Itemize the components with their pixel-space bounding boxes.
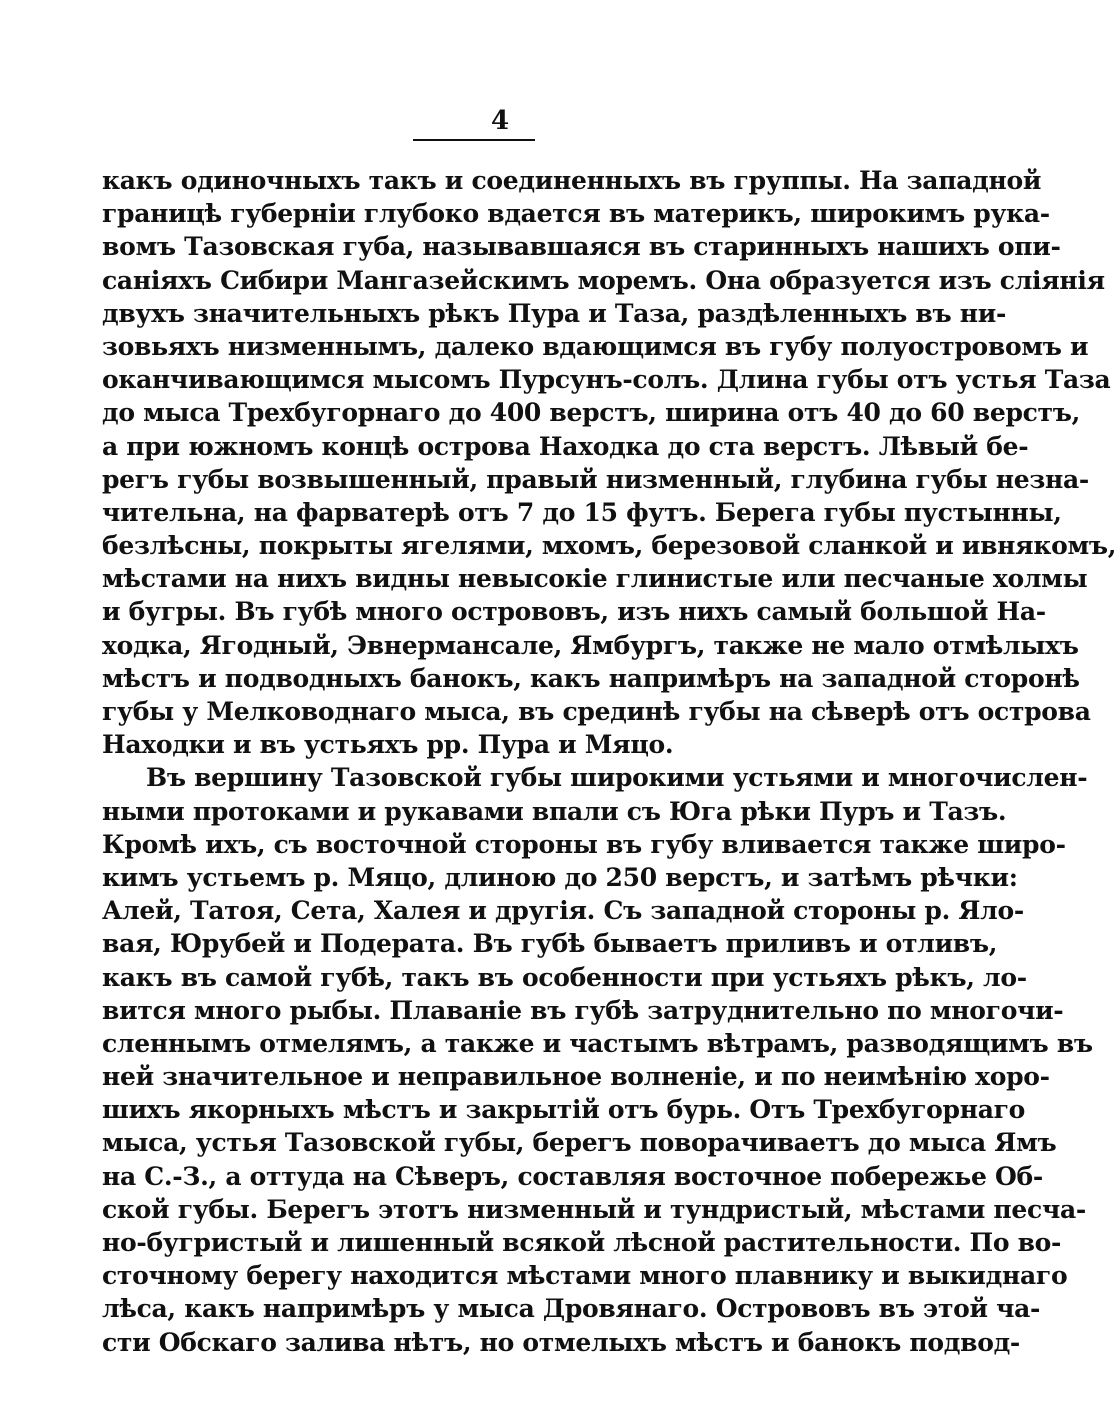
text-line: и бугры. Въ губѣ много острововъ, изъ нихъ самый большой На- <box>102 597 1046 627</box>
text-line: кимъ устьемъ р. Мяцо, длиною до 250 верстъ, и затѣмъ рѣчки: <box>102 862 1018 892</box>
text-line: вомъ Тазовская губа, называвшаяся въ старинныхъ нашихъ опи- <box>102 232 1061 262</box>
text-line: но-бугристый и лишенный всякой лѣсной растительности. По во- <box>102 1228 1062 1257</box>
text-line: ходка, Ягодный, Эвнермансале, Ямбургъ, также не мало отмѣлыхъ <box>102 630 1079 660</box>
text-line: лѣса, какъ напримѣръ у мыса Дровянаго. Острововъ въ этой ча- <box>102 1294 1041 1324</box>
text-line: Алей, Татоя, Сета, Халея и другiя. Съ западной стороны р. Яло- <box>102 896 1024 926</box>
text-line: безлѣсны, покрыты ягелями, мхомъ, березовой сланкой и ивнякомъ, <box>102 531 1116 561</box>
text-line: какъ въ самой губѣ, такъ въ особенности при устьяхъ рѣкъ, ло- <box>102 962 1027 992</box>
text-line: сленнымъ отмелямъ, а также и частымъ вѣтрамъ, разводящимъ въ <box>102 1028 1093 1058</box>
text-line: мѣстами на нихъ видны невысокiе глинистые или песчаные холмы <box>102 564 1088 594</box>
text-line: зовьяхъ низменнымъ, далеко вдающимся въ губу полуостровомъ и <box>102 331 1089 361</box>
text-line: мѣстъ и подводныхъ банокъ, какъ напримѣръ на западной сторонѣ <box>102 663 1080 693</box>
text-line: шихъ якорныхъ мѣстъ и закрытiй отъ бурь. Отъ Трехбугорнаго <box>102 1095 1026 1125</box>
text-line: двухъ значительныхъ рѣкъ Пура и Таза, раздѣленныхъ въ ни- <box>102 298 1007 328</box>
text-line: сти Обскаго залива нѣтъ, но отмелыхъ мѣстъ и банокъ подвод- <box>102 1327 1021 1357</box>
text-line: губы у Мелководнаго мыса, въ срединѣ губы на сѣверѣ отъ острова <box>102 697 1091 726</box>
text-line: до мыса Трехбугорнаго до 400 верстъ, ширина отъ 40 до 60 верстъ, <box>102 398 1081 428</box>
text-line: а при южномъ концѣ острова Находка до ста верстъ. Лѣвый бе- <box>102 431 1029 461</box>
text-line: границѣ губерніи глубоко вдается въ материкъ, широкимъ рука- <box>102 199 1050 229</box>
text-line: какъ одиночныхъ такъ и соединенныхъ въ группы. На западной <box>102 166 1042 195</box>
text-line: сточному берегу находится мѣстами много плавнику и выкиднаго <box>102 1261 1068 1291</box>
text-line: ней значительное и неправильное волненiе, и по неимѣнiю хоро- <box>102 1062 1050 1092</box>
paragraph-end-line: Находки и въ устьяхъ рр. Пура и Мяцо. <box>102 730 674 760</box>
text-line: ской губы. Берегъ этотъ низменный и тундристый, мѣстами песча- <box>102 1194 1086 1224</box>
text-line: саніяхъ Сибири Мангазейскимъ моремъ. Она образуется изъ слiянiя <box>102 265 1105 295</box>
text-line: регъ губы возвышенный, правый низменный, глубина губы незна- <box>102 464 1090 494</box>
page-number-rule <box>413 139 535 141</box>
text-line: Кромѣ ихъ, съ восточной стороны въ губу вливается также широ- <box>102 829 1066 859</box>
paragraph-start-line: Въ вершину Тазовской губы широкими устьями и многочислен- <box>146 763 1088 793</box>
text-line: чительна, на фарватерѣ отъ 7 до 15 футъ. Берега губы пустынны, <box>102 497 1062 527</box>
page-number: 4 <box>490 106 510 136</box>
text-line: вая, Юрубей и Подерата. Въ губѣ бываетъ приливъ и отливъ, <box>102 929 998 959</box>
text-line: вится много рыбы. Плаванiе въ губѣ затруднительно по многочи- <box>102 995 1064 1025</box>
text-line: мыса, устья Тазовской губы, берегъ поворачиваетъ до мыса Ямъ <box>102 1128 1057 1158</box>
body-text <box>102 164 1116 1359</box>
text-line: ными протоками и рукавами впали съ Юга рѣки Пуръ и Тазъ. <box>102 796 1007 826</box>
text-line: оканчивающимся мысомъ Пурсунъ-солъ. Длина губы отъ устья Таза <box>102 365 1111 395</box>
text-line: на С.-З., а оттуда на Сѣверъ, составляя восточное побережье Об- <box>102 1161 1043 1191</box>
